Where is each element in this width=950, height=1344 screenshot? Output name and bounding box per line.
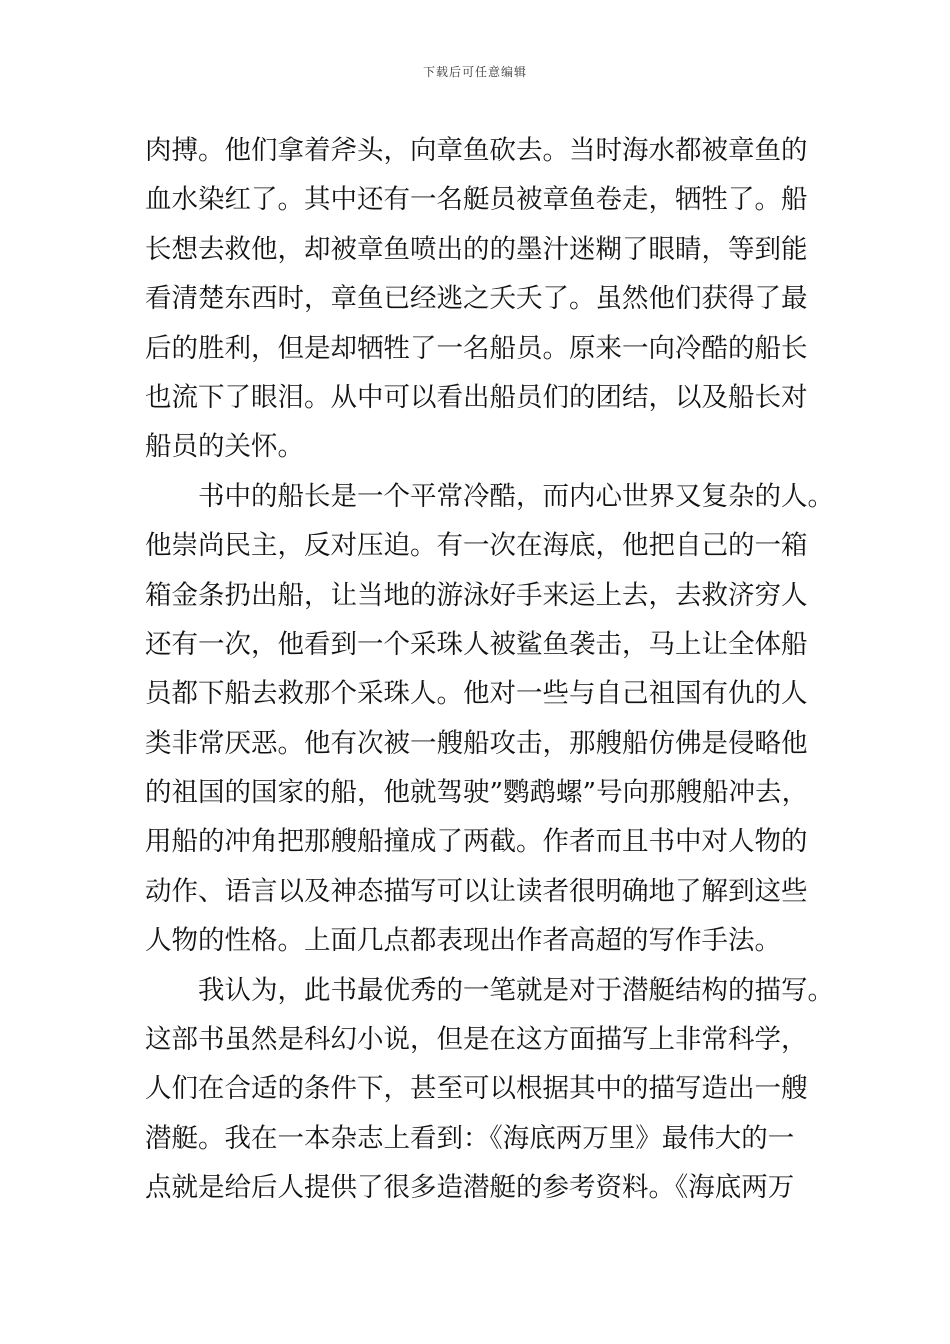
text-line: 动作、语言以及神态描写可以让读者很明确地了解到这些 [145, 875, 808, 907]
text-line: 人物的性格。上面几点都表现出作者高超的写作手法。 [145, 925, 781, 957]
text-line: 用船的冲角把那艘船撞成了两截。作者而且书中对人物的 [145, 826, 808, 858]
text-line: 船员的关怀。 [145, 431, 304, 463]
text-line: 肉搏。他们拿着斧头，向章鱼砍去。当时海水都被章鱼的 [145, 135, 808, 166]
text-line: 人们在合适的条件下，甚至可以根据其中的描写造出一艘 [145, 1073, 808, 1105]
text-line: 我认为，此书最优秀的一笔就是对于潜艇结构的描写。 [198, 974, 834, 1006]
text-line: 潜艇。我在一本杂志上看到：《海底两万里》最伟大的一 [145, 1122, 795, 1154]
text-line: 的祖国的国家的船，他就驾驶”鹦鹉螺”号向那艘船冲去， [145, 777, 809, 809]
text-line: 书中的船长是一个平常冷酷，而内心世界又复杂的人。 [198, 480, 834, 512]
text-line: 看清楚东西时，章鱼已经逃之夭夭了。虽然他们获得了最 [145, 283, 808, 315]
text-line: 也流下了眼泪。从中可以看出船员们的团结，以及船长对 [145, 381, 808, 413]
text-line: 这部书虽然是科幻小说，但是在这方面描写上非常科学， [145, 1024, 808, 1056]
document-body [145, 126, 834, 1213]
text-line: 员都下船去救那个采珠人。他对一些与自己祖国有仇的人 [145, 678, 808, 710]
text-line: 箱金条扔出船，让当地的游泳好手来运上去，去救济穷人 [145, 579, 808, 611]
paragraph-3 [145, 966, 834, 1213]
text-line: 他崇尚民主，反对压迫。有一次在海底，他把自己的一箱 [145, 530, 808, 562]
text-line: 血水染红了。其中还有一名艇员被章鱼卷走，牺牲了。船 [145, 184, 808, 216]
text-line: 类非常厌恶。他有次被一艘船攻击，那艘船仿佛是侵略他 [145, 727, 808, 759]
page-header: 下载后可任意编辑 [422, 65, 527, 79]
paragraph-2 [145, 472, 834, 966]
text-line: 长想去救他，却被章鱼喷出的的墨汁迷糊了眼睛，等到能 [145, 233, 808, 265]
text-line: 点就是给后人提供了很多造潜艇的参考资料。《海底两万 [145, 1172, 795, 1204]
paragraph-1 [145, 126, 825, 472]
text-line: 还有一次，他看到一个采珠人被鲨鱼袭击，马上让全体船 [145, 628, 808, 660]
text-line: 后的胜利，但是却牺牲了一名船员。原来一向冷酷的船长 [145, 332, 808, 364]
